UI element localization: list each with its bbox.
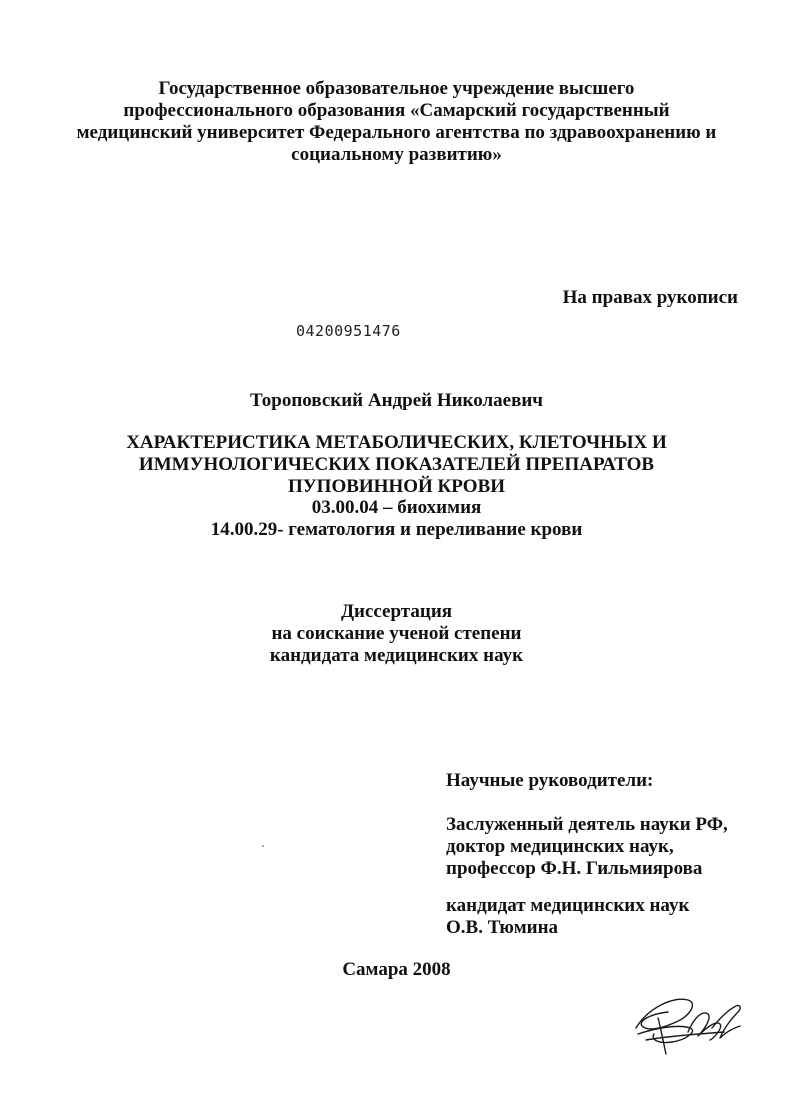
- institution-line: социальному развитию»: [291, 144, 502, 165]
- title-line: ХАРАКТЕРИСТИКА МЕТАБОЛИЧЕСКИХ, КЛЕТОЧНЫХ И: [126, 432, 667, 453]
- institution-name: [0, 78, 793, 166]
- institution-line: медицинский университет Федерального агентства по здравоохранению и: [76, 122, 717, 143]
- supervisor-line: кандидат медицинских наук: [446, 895, 690, 916]
- title-line: ПУПОВИННОЙ КРОВИ: [287, 476, 506, 497]
- degree-line: Диссертация: [340, 601, 453, 622]
- degree-line: кандидата медицинских наук: [269, 645, 524, 666]
- degree-line: на соискание ученой степени: [271, 623, 522, 644]
- specialty-line: 03.00.04 – биохимия: [311, 497, 482, 518]
- handwritten-signature-icon: [628, 988, 748, 1058]
- degree-statement: [0, 601, 793, 667]
- specialty-codes: [0, 497, 793, 541]
- supervisor-first: [446, 814, 728, 880]
- institution-line: Государственное образовательное учреждение высшего: [158, 78, 635, 99]
- rights-note: На правах рукописи: [562, 287, 738, 308]
- dissertation-title: [0, 432, 793, 498]
- scan-speck: [262, 845, 264, 847]
- registration-number: 04200951476: [296, 322, 401, 340]
- title-line: ИММУНОЛОГИЧЕСКИХ ПОКАЗАТЕЛЕЙ ПРЕПАРАТОВ: [138, 454, 655, 475]
- supervisor-line: Заслуженный деятель науки РФ,: [446, 814, 728, 835]
- author-name: Тороповский Андрей Николаевич: [249, 390, 544, 411]
- city-and-year: Самара 2008: [342, 959, 451, 980]
- supervisor-line: О.В. Тюмина: [446, 917, 559, 938]
- specialty-line: 14.00.29- гематология и переливание крови: [210, 519, 583, 540]
- supervisor-line: доктор медицинских наук,: [446, 836, 674, 857]
- institution-line: профессионального образования «Самарский государственный: [123, 100, 670, 121]
- supervisor-line: профессор Ф.Н. Гильмиярова: [446, 858, 703, 879]
- supervisor-second: [446, 895, 689, 939]
- supervisors-heading: Научные руководители:: [446, 770, 654, 791]
